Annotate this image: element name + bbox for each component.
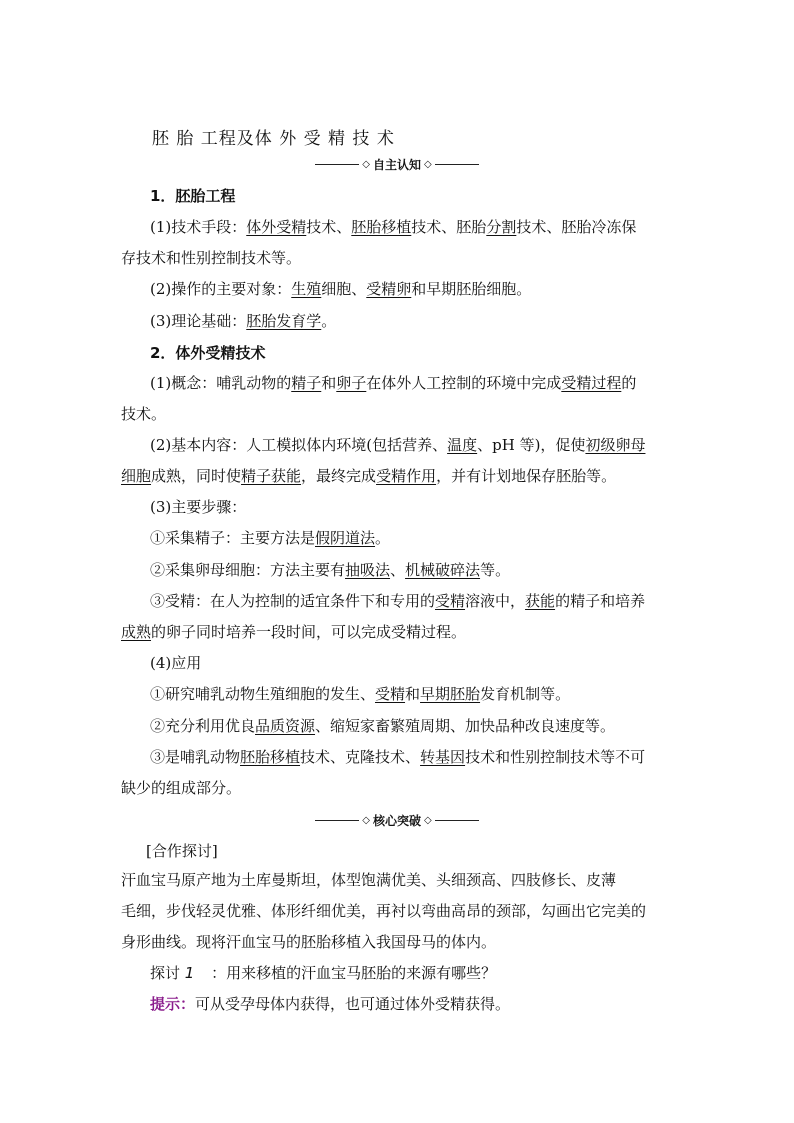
paragraph-horse-3: 身形曲线。现将汗血宝马的胚胎移植入我国母马的体内。	[121, 933, 497, 951]
underlined-answer: 机械破碎法	[405, 561, 481, 579]
diamond-icon: ◇	[424, 159, 432, 170]
section-label: 自主认知	[372, 158, 421, 172]
underlined-answer: 初级卵母	[585, 436, 646, 454]
underlined-answer: 卵子	[336, 374, 367, 392]
text: 技术、胚胎冷冻保	[516, 218, 637, 236]
hint-label: 提示：	[150, 995, 196, 1013]
paragraph-concept-cont: 技术。	[121, 405, 167, 423]
paragraph-objects	[150, 279, 677, 299]
paragraph-app-1	[150, 684, 677, 704]
text: ②采集卵母细胞：方法主要有	[150, 561, 346, 579]
divider-rule	[435, 164, 479, 165]
text: 、pH 等)，促使	[477, 436, 586, 454]
underlined-answer: 品质资源	[255, 717, 316, 735]
underlined-answer: 生殖	[291, 280, 322, 298]
underlined-answer: 成熟	[121, 623, 152, 641]
text: ②充分利用优良	[150, 717, 256, 735]
text: 和	[405, 685, 421, 703]
text: ③是哺乳动物	[150, 748, 241, 766]
underlined-answer: 受精卵	[366, 280, 412, 298]
text: 技术和性别控制技术等不可	[465, 748, 646, 766]
text: 的	[621, 374, 637, 392]
paragraph-content-cont	[121, 466, 677, 486]
underlined-answer: 胚胎发育学	[246, 312, 322, 330]
text: 。	[375, 529, 391, 547]
paragraph-application: (4)应用	[150, 654, 202, 672]
underlined-answer: 获能	[525, 592, 556, 610]
underlined-answer: 分割	[486, 218, 517, 236]
section-divider-core	[0, 812, 794, 829]
text: 和	[321, 374, 337, 392]
paragraph-technique	[150, 217, 677, 237]
underlined-answer: 精子获能	[241, 467, 302, 485]
text: ①采集精子：主要方法是	[150, 529, 316, 547]
paragraph-discussion-label: [合作探讨]	[146, 842, 218, 860]
underlined-answer: 体外受精	[246, 218, 307, 236]
text: 发育机制等。	[480, 685, 571, 703]
paragraph-question-1	[150, 963, 677, 983]
question-number: 1	[184, 964, 195, 982]
underlined-answer: 假阴道法	[315, 529, 376, 547]
text: 细胞、	[321, 280, 367, 298]
text: 、	[390, 561, 406, 579]
text: 的精子和培养	[555, 592, 646, 610]
paragraph-app-3-cont: 缺少的组成部分。	[121, 779, 242, 797]
section-label: 核心突破	[372, 814, 421, 828]
paragraph-theory	[150, 311, 677, 331]
underlined-answer: 温度	[447, 436, 478, 454]
paragraph-app-2	[150, 716, 677, 736]
text: ③受精：在人为控制的适宜条件下和专用的	[150, 592, 436, 610]
text: 等。	[480, 561, 511, 579]
divider-rule	[315, 164, 359, 165]
underlined-answer: 早期胚胎	[420, 685, 481, 703]
text: ，最终完成	[301, 467, 377, 485]
text: 、缩短家畜繁殖周期、加快品种改良速度等。	[315, 717, 616, 735]
text: 探讨	[150, 964, 181, 982]
text: 技术、	[306, 218, 352, 236]
paragraph-collect-sperm	[150, 528, 677, 548]
text: ①研究哺乳动物生殖细胞的发生、	[150, 685, 376, 703]
section-divider-self-study	[0, 156, 794, 173]
text: (2)操作的主要对象：	[150, 280, 292, 298]
text: 。	[321, 312, 337, 330]
divider-rule	[315, 820, 359, 821]
divider-rule	[435, 820, 479, 821]
paragraph-fertilization-cont	[121, 622, 677, 642]
text: (2)基本内容：人工模拟体内环境(包括营养、	[150, 436, 448, 454]
paragraph-horse-2: 毛细，步伐轻灵优雅、体形纤细优美，再衬以弯曲高昂的颈部，勾画出它完美的	[121, 902, 647, 920]
text: 技术、克隆技术、	[300, 748, 421, 766]
paragraph-fertilization	[150, 591, 677, 611]
text: 成熟，同时使	[151, 467, 242, 485]
text: 在体外人工控制的环境中完成	[366, 374, 562, 392]
text: (1)技术手段：	[150, 218, 247, 236]
paragraph-horse-1: 汗血宝马原产地为土库曼斯坦，体型饱满优美、头细颈高、四肢修长、皮薄	[121, 871, 617, 889]
underlined-answer: 抽吸法	[345, 561, 391, 579]
heading-embryo-engineering: 1．胚胎工程	[150, 187, 236, 205]
page-title: 胚 胎 工程及体 外 受 精 技 术	[152, 129, 395, 149]
paragraph-collect-oocyte	[150, 560, 677, 580]
text: 可从受孕母体内获得，也可通过体外受精获得。	[195, 995, 511, 1013]
paragraph-steps: (3)主要步骤：	[150, 498, 247, 516]
underlined-answer: 转基因	[420, 748, 466, 766]
text: ，并有计划地保存胚胎等。	[436, 467, 617, 485]
paragraph-technique-cont: 存技术和性别控制技术等。	[121, 249, 302, 267]
text: 技术、胚胎	[411, 218, 487, 236]
underlined-answer: 受精过程	[561, 374, 622, 392]
paragraph-content	[150, 435, 677, 455]
underlined-answer: 受精作用	[376, 467, 437, 485]
paragraph-hint	[150, 994, 677, 1014]
underlined-answer: 胚胎移植	[351, 218, 412, 236]
underlined-answer: 细胞	[121, 467, 152, 485]
underlined-answer: 受精	[435, 592, 466, 610]
text: (1)概念：哺乳动物的	[150, 374, 292, 392]
text: ：用来移植的汗血宝马胚胎的来源有哪些？	[211, 964, 497, 982]
diamond-icon: ◇	[362, 815, 370, 826]
heading-ivf: 2．体外受精技术	[150, 344, 266, 362]
underlined-answer: 受精	[375, 685, 406, 703]
paragraph-concept	[150, 373, 677, 393]
paragraph-app-3	[150, 747, 677, 767]
text: 的卵子同时培养一段时间，可以完成受精过程。	[151, 623, 467, 641]
text: 和早期胚胎细胞。	[411, 280, 532, 298]
underlined-answer: 精子	[291, 374, 322, 392]
diamond-icon: ◇	[362, 159, 370, 170]
underlined-answer: 胚胎移植	[240, 748, 301, 766]
text: 溶液中，	[465, 592, 526, 610]
diamond-icon: ◇	[424, 815, 432, 826]
text: (3)理论基础：	[150, 312, 247, 330]
